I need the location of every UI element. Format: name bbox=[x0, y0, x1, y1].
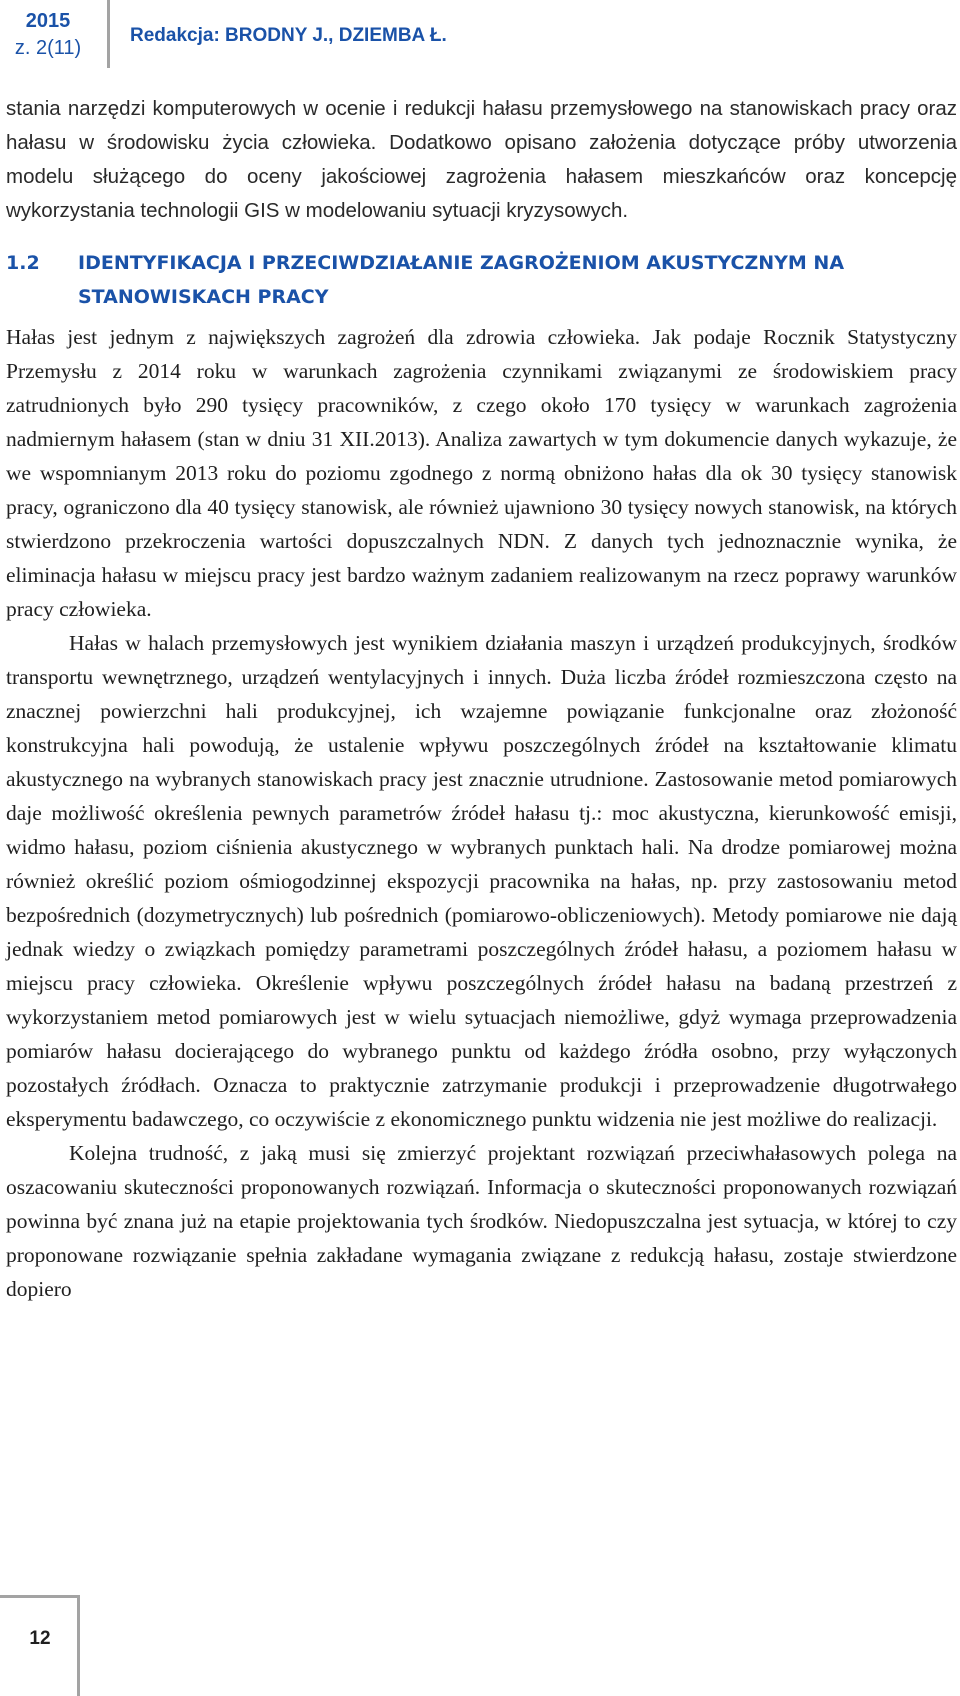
section-heading bbox=[6, 246, 957, 314]
page-number-box bbox=[0, 1595, 80, 1696]
header-year: 2015 bbox=[25, 10, 71, 32]
section-title: IDENTYFIKACJA I PRZECIWDZIAŁANIE ZAGROŻENIOM AKUSTYCZNYM NA STANOWISKACH PRACY bbox=[78, 252, 845, 308]
header-editors: Redakcja: BRODNY J., DZIEMBA Ł. bbox=[130, 25, 447, 46]
section-number: 1.2 bbox=[6, 252, 40, 274]
page-body bbox=[6, 92, 957, 1306]
body-paragraph-3: Kolejna trudność, z jaką musi się zmierzyć projektant rozwiązań przeciwhałasowych polega na oszacowaniu skuteczności proponowanych rozwiązań. Informacja o skuteczności proponowanych rozwiązań powinna być znana już na etapie projektowania tych środków. Niedopuszczalna jest sytuacja, w której to czy proponowane rozwiązanie spełnia zakładane wymagania związane z redukcją hałasu, zostaje stwierdzone dopiero bbox=[6, 1141, 957, 1301]
header-divider bbox=[107, 0, 110, 68]
page-number: 12 bbox=[29, 1628, 51, 1649]
header-issue: z. 2(11) bbox=[14, 37, 82, 59]
body-paragraph-1: Hałas jest jednym z największych zagrożeń dla zdrowia człowieka. Jak podaje Rocznik Statystyczny Przemysłu z 2014 roku w warunkach zagrożenia czynnikami związanymi ze środowiskiem pracy zatrudnionych było 290 tysięcy pracowników, z czego około 170 tysięcy w warunkach zagrożenia nadmiernym hałasem (stan w dniu 31 XII.2013). Analiza zawartych w tym dokumencie danych wykazuje, że we wspomnianym 2013 roku do poziomu zgodnego z normą obniżono hałas dla ok 30 tysięcy stanowisk pracy, ograniczono dla 40 tysięcy stanowisk, ale również ujawniono 30 tysięcy nowych stanowisk, na których stwierdzono przekroczenia wartości dopuszczalnych NDN. Z danych tych jednoznacznie wynika, że eliminacja hałasu w miejscu pracy jest bardzo ważnym zadaniem realizowanym na rzecz poprawy warunków pracy człowieka. bbox=[6, 325, 957, 621]
page-header bbox=[0, 0, 960, 80]
body-paragraph-2: Hałas w halach przemysłowych jest wynikiem działania maszyn i urządzeń produkcyjnych, środków transportu wewnętrznego, urządzeń wentylacyjnych i innych. Duża liczba źródeł rozmieszczona często na znacznej powierzchni hali produkcyjnej, ich wzajemne powiązanie funkcjonalne oraz złożoność konstrukcyjna hali powodują, że ustalenie wpływu poszczególnych źródeł na kształtowanie klimatu akustycznego na wybranych stanowiskach pracy jest znacznie utrudnione. Zastosowanie metod pomiarowych daje możliwość określenia pewnych parametrów źródeł hałasu tj.: moc akustyczna, kierunkowość emisji, widmo hałasu, poziom ciśnienia akustycznego w wybranych punktach hali. Na drodze pomiarowej można również określić poziom ośmiogodzinnej ekspozycji pracownika na hałas, np. przy zastosowaniu metod bezpośrednich (dozymetrycznych) lub pośrednich (pomiarowo-obliczeniowych). Metody pomiarowe nie dają jednak wiedzy o związkach pomiędzy parametrami poszczególnych źródeł hałasu, a poziomem hałasu w miejscu pracy człowieka. Określenie wpływu poszczególnych źródeł hałasu na badaną przestrzeń z wykorzystaniem metod pomiarowych jest w wielu sytuacjach niemożliwe, gdyż wymaga przeprowadzenia pomiarów hałasu docierającego do wybranego punktu od każdego źródła osobno, przy wyłączonych pozostałych źródłach. Oznacza to praktycznie zatrzymanie produkcji i przeprowadzenie długotrwałego eksperymentu badawczego, co oczywiście z ekonomicznego punktu widzenia nie jest możliwe do realizacji. bbox=[6, 631, 957, 1131]
intro-paragraph: stania narzędzi komputerowych w ocenie i redukcji hałasu przemysłowego na stanowiskach pracy oraz hałasu w środowisku życia człowieka. Dodatkowo opisano założenia dotyczące próby utworzenia modelu służącego do oceny jakościowej zagrożenia hałasem mieszkańców oraz koncepcję wykorzystania technologii GIS w modelowaniu sytuacji kryzysowych. bbox=[6, 97, 957, 222]
